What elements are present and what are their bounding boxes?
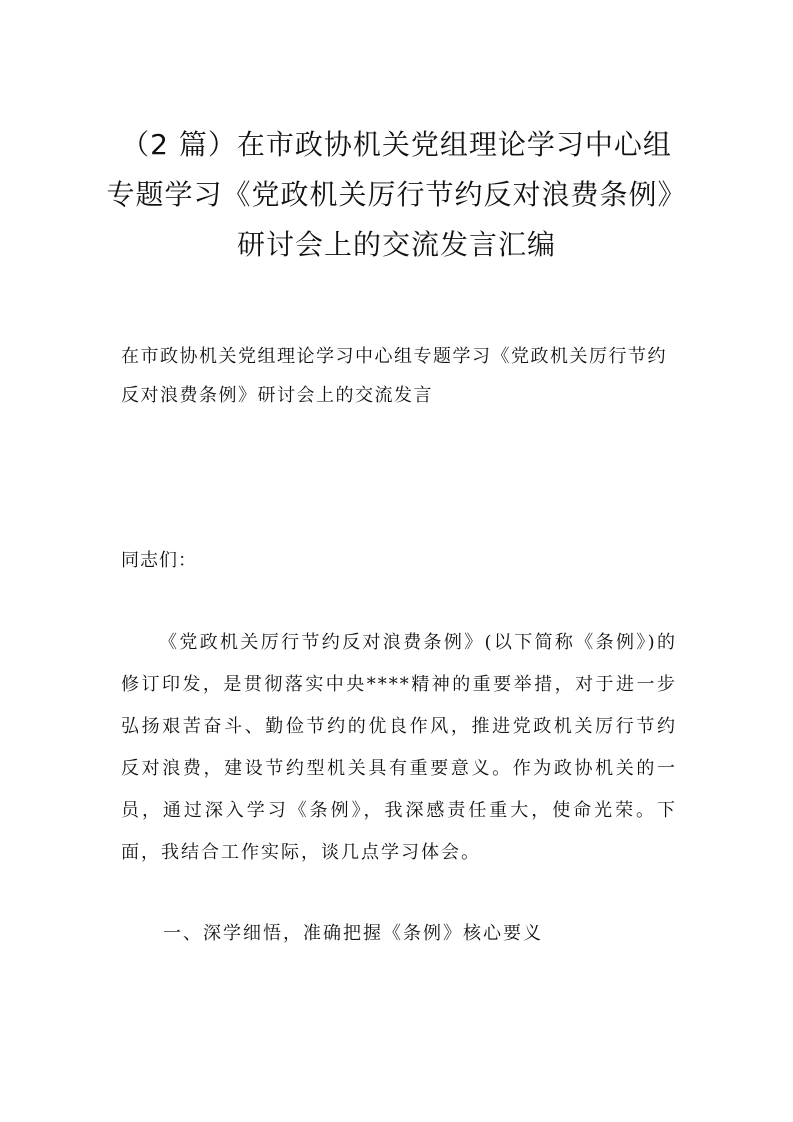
title-line-3: 研讨会上的交流发言汇编 bbox=[236, 228, 556, 261]
greeting: 同志们： bbox=[121, 550, 197, 571]
body-paragraph-1: 《党政机关厉行节约反对浪费条例》(以下简称《条例》)的修订印发，是贯彻落实中央****精神的重要举措，对于进一步弘扬艰苦奋斗、勤俭节约的优良作风，推进党政机关厉行节约反对浪费，建设节约型机关具有重要意义。作为政协机关的一员，通过深入学习《条例》，我深感责任重大，使命光荣。下面，我结合工作实际，谈几点学习体会。 bbox=[121, 632, 677, 863]
document-title bbox=[60, 120, 733, 270]
title-line-2: 专题学习《党政机关厉行节约反对浪费条例》 bbox=[106, 178, 687, 211]
document-subtitle: 在市政协机关党组理论学习中心组专题学习《党政机关厉行节约反对浪费条例》研讨会上的交流发言 bbox=[121, 346, 667, 406]
section-heading-1: 一、深学细悟，准确把握《条例》核心要义 bbox=[163, 923, 543, 944]
title-line-1: （2 篇）在市政协机关党组理论学习中心组 bbox=[121, 128, 672, 161]
